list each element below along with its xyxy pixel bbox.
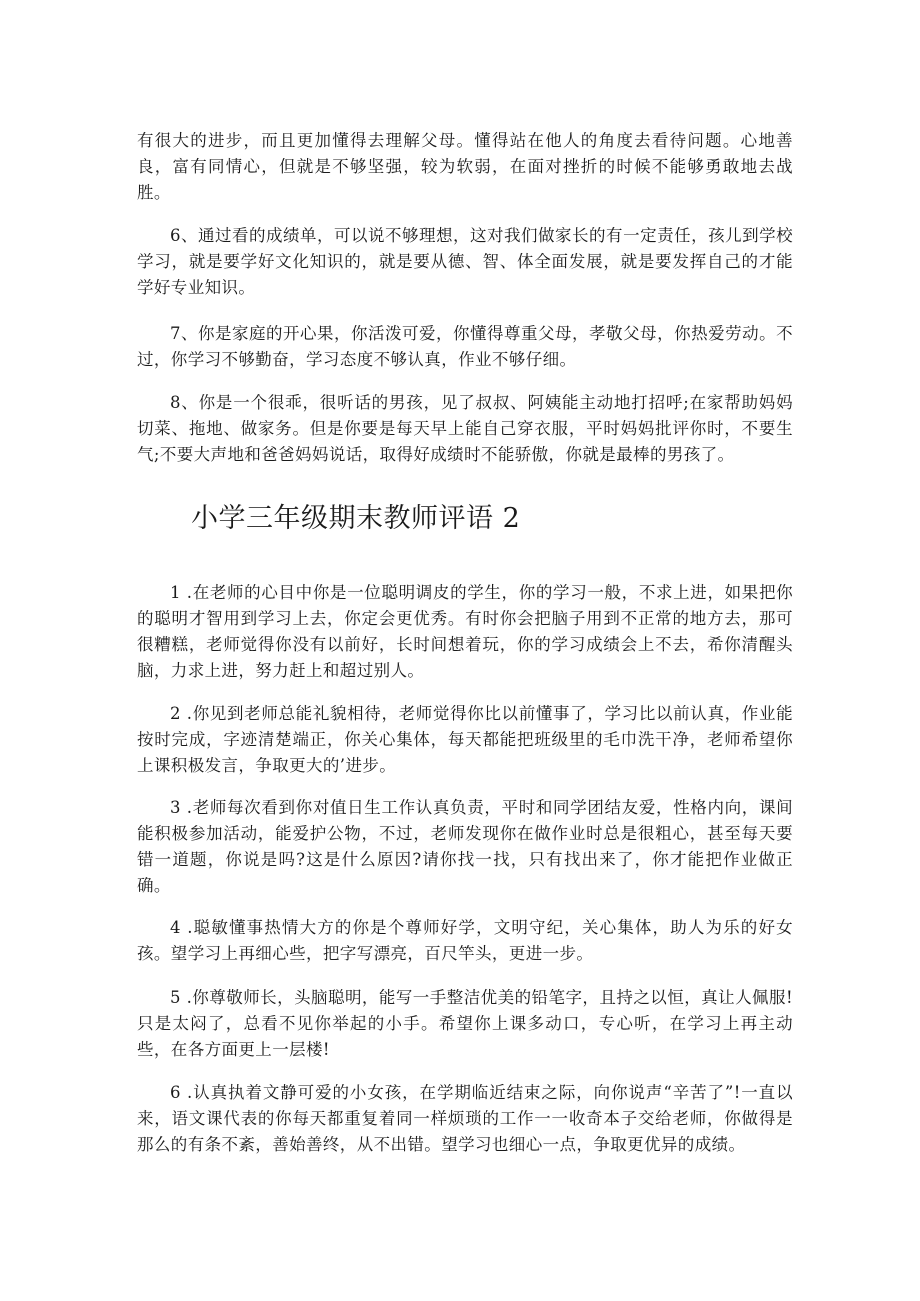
paragraph-item-8: 8、你是一个很乖，很听话的男孩，见了叔叔、阿姨能主动地打招呼;在家帮助妈妈切菜、拖地、做家务。但是你要是每天早上能自己穿衣服，平时妈妈批评你时，不要生气;不要大声地和爸爸妈妈说话，取得好成绩时不能骄傲，你就是最棒的男孩了。 — [137, 392, 793, 464]
paragraph-item-7: 7、你是家庭的开心果，你活泼可爱，你懂得尊重父母，孝敬父母，你热爱劳动。不过，你学习不够勤奋，学习态度不够认真，作业不够仔细。 — [137, 323, 793, 369]
section-heading: 小学三年级期末教师评语 2 — [191, 503, 521, 534]
paragraph-continuation: 有很大的进步，而且更加懂得去理解父母。懂得站在他人的角度去看待问题。心地善良，富有同情心，但就是不够坚强，较为软弱，在面对挫折的时候不能够勇敢地去战胜。 — [137, 130, 793, 202]
comment-item-6: 6 .认真执着文静可爱的小女孩，在学期临近结束之际，向你说声“辛苦了”!一直以来，语文课代表的你每天都重复着同一样烦琐的工作一一收奇本子交给老师，你做得是那么的有条不紊，善始善终，从不出错。望学习也细心一点，争取更优异的成绩。 — [137, 1082, 793, 1154]
comment-item-3: 3 .老师每次看到你对值日生工作认真负责，平时和同学团结友爱，性格内向，课间能积极参加活动，能爱护公物，不过，老师发现你在做作业时总是很粗心，甚至每天要错一道题，你说是吗?这是什么原因?请你找一找，只有找出来了，你才能把作业做正确。 — [137, 797, 793, 895]
comment-item-2: 2 .你见到老师总能礼貌相待，老师觉得你比以前懂事了，学习比以前认真，作业能按时完成，字迹清楚端正，你关心集体，每天都能把班级里的毛巾洗干净，老师希望你上课积极发言，争取更大的’进步。 — [137, 703, 793, 775]
comment-item-5: 5 .你尊敬师长，头脑聪明，能写一手整洁优美的铅笔字，且持之以恒，真让人佩服!只是太闷了，总看不见你举起的小手。希望你上课多动口，专心听，在学习上再主动些，在各方面更上一层楼! — [137, 987, 793, 1059]
comment-item-4: 4 .聪敏懂事热情大方的你是个尊师好学，文明守纪，关心集体，助人为乐的好女孩。望学习上再细心些，把字写漂亮，百尺竿头，更进一步。 — [137, 917, 793, 963]
paragraph-item-6: 6、通过看的成绩单，可以说不够理想，这对我们做家长的有一定责任，孩儿到学校学习，就是要学好文化知识的，就是要从德、智、体全面发展，就是要发挥自己的才能学好专业知识。 — [137, 225, 793, 297]
comment-item-1: 1 .在老师的心目中你是一位聪明调皮的学生，你的学习一般，不求上进，如果把你的聪明才智用到学习上去，你定会更优秀。有时你会把脑子用到不正常的地方去，那可很糟糕，老师觉得你没有以前好，长时间想着玩，你的学习成绩会上不去，希你清醒头脑，力求上进，努力赶上和超过别人。 — [137, 582, 793, 680]
